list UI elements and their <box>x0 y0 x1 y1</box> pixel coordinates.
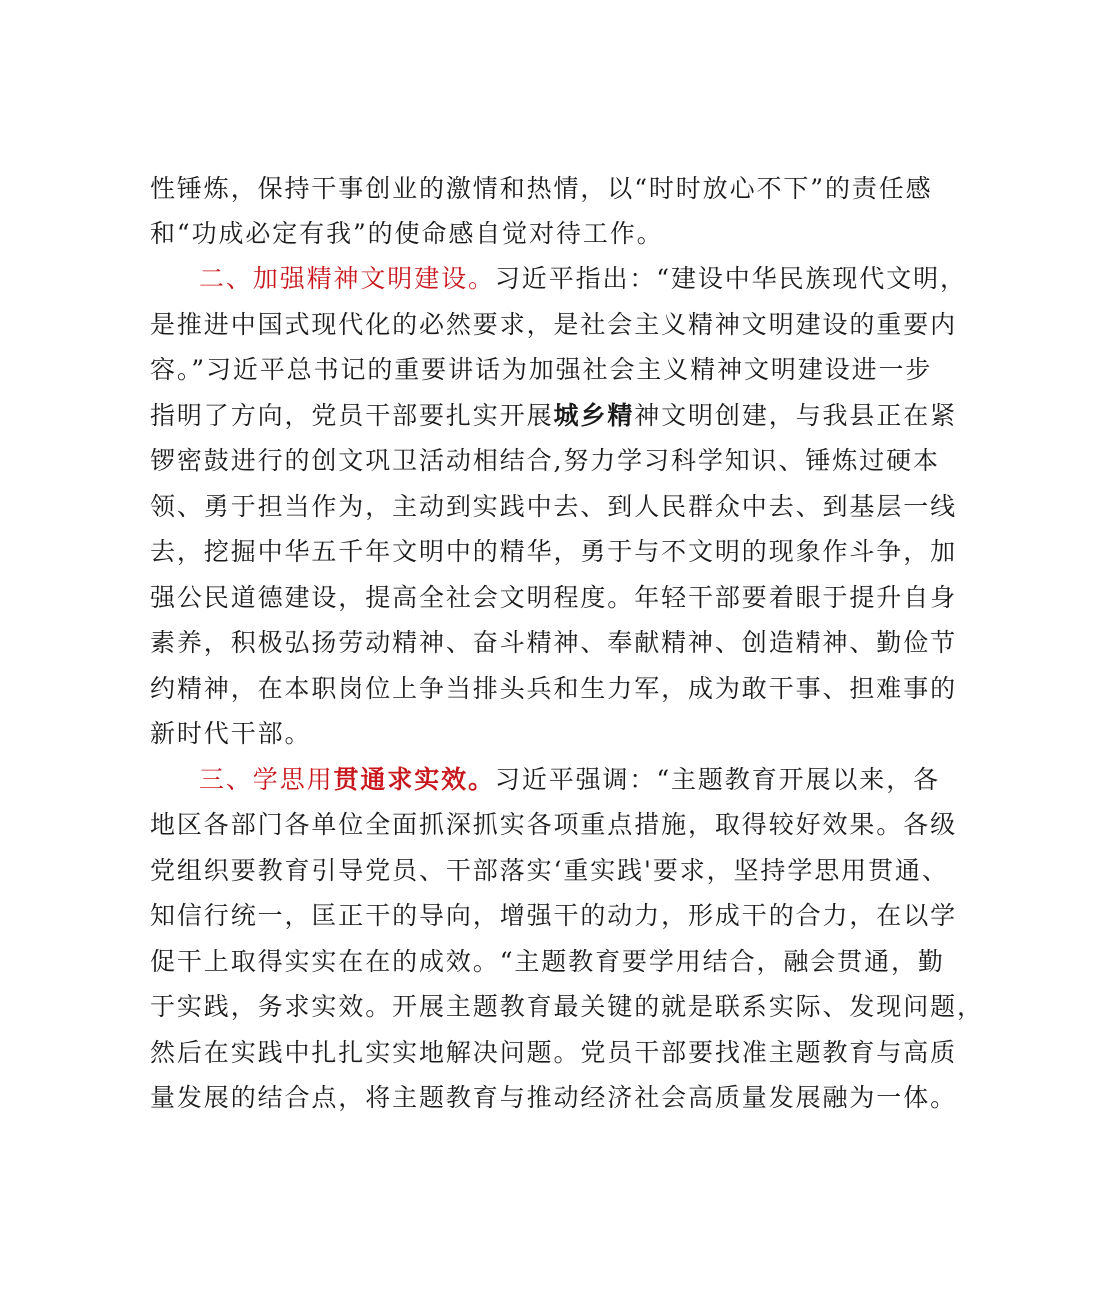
section-2-first-line <box>199 264 1119 294</box>
text-line: 新时代干部。 <box>150 719 312 748</box>
text-line: 然后在实践中扎扎实实地解决问题。党员干部要找准主题教育与高质 <box>150 1038 958 1067</box>
text-line: 和“功成必定有我”的使命感自觉对待工作。 <box>150 219 664 248</box>
bold-span: 城乡精 <box>553 401 635 430</box>
text-span: 习近平强调：“主题教育开展以来，各 <box>494 765 941 794</box>
text-span: 神文明创建，与我县正在紧 <box>634 401 958 430</box>
text-line: 地区各部门各单位全面抓深抓实各项重点措施，取得较好效果。各级 <box>150 810 958 839</box>
text-line <box>150 401 1070 431</box>
text-line: 容。”习近平总书记的重要讲话为加强社会主义精神文明建设进一步 <box>150 355 933 384</box>
text-line: 促干上取得实实在在的成效。“主题教育要学用结合，融会贯通，勤 <box>150 947 945 976</box>
section-heading-bold-part: 贯通求实效。 <box>333 765 495 794</box>
text-line: 领、勇于担当作为，主动到实践中去、到人民群众中去、到基层一线 <box>150 492 958 521</box>
text-line: 是推进中国式现代化的必然要求，是社会主义精神文明建设的重要内 <box>150 310 958 339</box>
section-heading-part: 三、学思用 <box>199 765 334 794</box>
text-line: 量发展的结合点，将主题教育与推动经济社会高质量发展融为一体。 <box>150 1083 958 1112</box>
text-line: 素养，积极弘扬劳动精神、奋斗精神、奉献精神、创造精神、勤俭节 <box>150 628 958 657</box>
section-heading: 二、加强精神文明建设。 <box>199 264 495 293</box>
text-line: 性锤炼，保持干事创业的激情和热情，以“时时放心不下”的责任感 <box>150 174 933 203</box>
text-line: 锣密鼓进行的创文巩卫活动相结合,努力学习科学知识、锤炼过硬本 <box>150 446 940 475</box>
text-line: 约精神，在本职岗位上争当排头兵和生力军，成为敢干事、担难事的 <box>150 674 958 703</box>
text-span: 指明了方向，党员干部要扎实开展 <box>150 401 554 430</box>
text-span: 习近平指出：“建设中华民族现代文明， <box>494 264 967 293</box>
text-line: 党组织要教育引导党员、干部落实‘重实践'要求，坚持学思用贯通、 <box>150 856 949 885</box>
text-line: 去，挖掘中华五千年文明中的精华，勇于与不文明的现象作斗争，加 <box>150 537 958 566</box>
section-3-first-line <box>199 765 1119 795</box>
text-line: 于实践，务求实效。开展主题教育最关键的就是联系实际、发现问题， <box>150 992 984 1021</box>
text-line: 知信行统一，匡正干的导向，增强干的动力，形成干的合力，在以学 <box>150 901 958 930</box>
text-line: 强公民道德建设，提高全社会文明程度。年轻干部要着眼于提升自身 <box>150 583 958 612</box>
